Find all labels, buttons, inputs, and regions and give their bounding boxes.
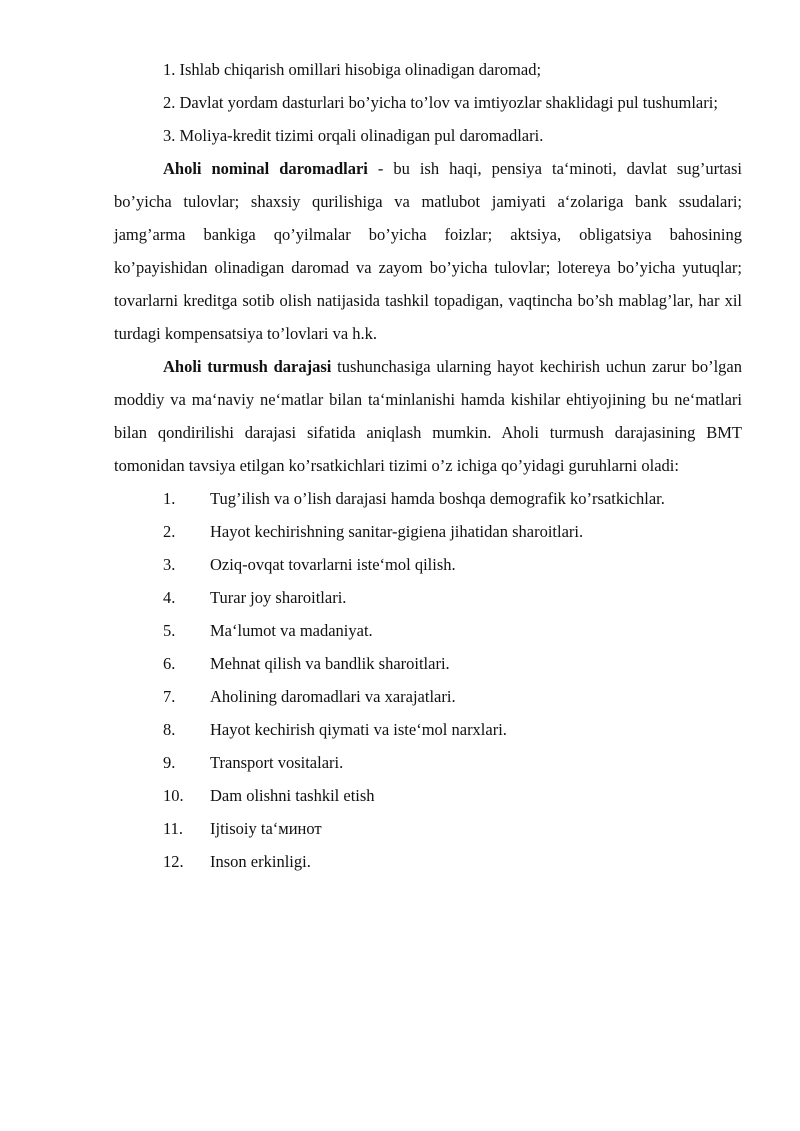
list-item-text: Turar joy sharoitlari. (210, 588, 347, 607)
list-item-number: 6. (163, 654, 176, 673)
list-item-number: 8. (163, 720, 176, 739)
list-item (114, 482, 742, 515)
list-item-text: Transport vositalari. (210, 753, 344, 772)
list-item (114, 548, 742, 581)
list-item-text: Inson erkinligi. (210, 852, 311, 871)
list-item (114, 515, 742, 548)
income-source-item-1: 1. Ishlab chiqarish omillari hisobiga olinadigan daromad; (163, 60, 542, 79)
list-item-text: Ma‘lumot va madaniyat. (210, 621, 373, 640)
list-item-number: 4. (163, 588, 176, 607)
document-page (114, 53, 742, 878)
list-item (114, 779, 742, 812)
nominal-income-term: Aholi nominal daromadlari (163, 159, 368, 178)
list-item (114, 581, 742, 614)
living-standard-term: Aholi turmush darajasi (163, 357, 332, 376)
list-item-text: Hayot kechirish qiymati va iste‘mol narxlari. (210, 720, 507, 739)
list-item (114, 845, 742, 878)
list-item-text: Hayot kechirishning sanitar-gigiena jihatidan sharoitlari. (210, 522, 584, 541)
list-item-text: Dam olishni tashkil etish (210, 786, 375, 805)
list-item-number: 12. (163, 852, 184, 871)
nominal-income-paragraph (114, 152, 742, 350)
list-item (114, 746, 742, 779)
living-standard-paragraph (114, 350, 742, 482)
list-item-number: 7. (163, 687, 176, 706)
list-item (114, 614, 742, 647)
list-item-number: 1. (163, 489, 176, 508)
list-item-number: 10. (163, 786, 184, 805)
income-source-item-2: 2. Davlat yordam dasturlari bo’yicha to’lov va imtiyozlar shaklidagi pul tushumlari; (163, 93, 718, 112)
living-standard-definition: tushunchasiga ularning hayot kechirish uchun zarur bo’lgan moddiy va ma‘naviy ne‘matlar bilan ta‘minlanishi hamda kishilar ehtiyojining bu ne‘matlari bilan qondirilishi darajasi sifatida aniqlash mumkin. Aholi turmush darajasining BMT tomonidan tavsiya etilgan ko’rsatkichlari tizimi o’z ichiga qo’yidagi guruhlarni oladi: (114, 357, 743, 475)
list-item-number: 2. (163, 522, 176, 541)
list-item-text: Ijtisoiy ta‘минот (210, 819, 322, 838)
list-item (114, 812, 742, 845)
list-item-text: Oziq-ovqat tovarlarni iste‘mol qilish. (210, 555, 456, 574)
list-item-text: Mehnat qilish va bandlik sharoitlari. (210, 654, 450, 673)
list-item (114, 680, 742, 713)
income-source-item-3: 3. Moliya-kredit tizimi orqali olinadigan pul daromadlari. (163, 126, 544, 145)
list-item (114, 713, 742, 746)
list-item-number: 5. (163, 621, 176, 640)
list-item-number: 11. (163, 819, 184, 838)
list-item-text: Aholining daromadlari va xarajatlari. (210, 687, 456, 706)
nominal-income-definition: - bu ish haqi, pensiya ta‘minoti, davlat sug’urtasi bo’yicha tulovlar; shaxsiy qurilishiga va matlubot jamiyati a‘zolariga bank ssudalari; jamg’arma bankiga qo’yilmalar bo’yicha foizlar; aktsiya, obligatsiya bahosining ko’payishidan olinadigan daromad va zayom bo’yicha tulovlar; lotereya bo’yicha yutuqlar; tovarlarni kreditga sotib olish natijasida tashkil topadigan, vaqtincha bo’sh mablag’lar, har xil turdagi kompensatsiya to’lovlari va h.k. (114, 159, 742, 343)
list-item-number: 9. (163, 753, 176, 772)
list-item-number: 3. (163, 555, 176, 574)
list-item (114, 647, 742, 680)
list-item-text: Tug’ilish va o’lish darajasi hamda boshqa demografik ko’rsatkichlar. (210, 489, 665, 508)
indicator-list (114, 482, 742, 878)
